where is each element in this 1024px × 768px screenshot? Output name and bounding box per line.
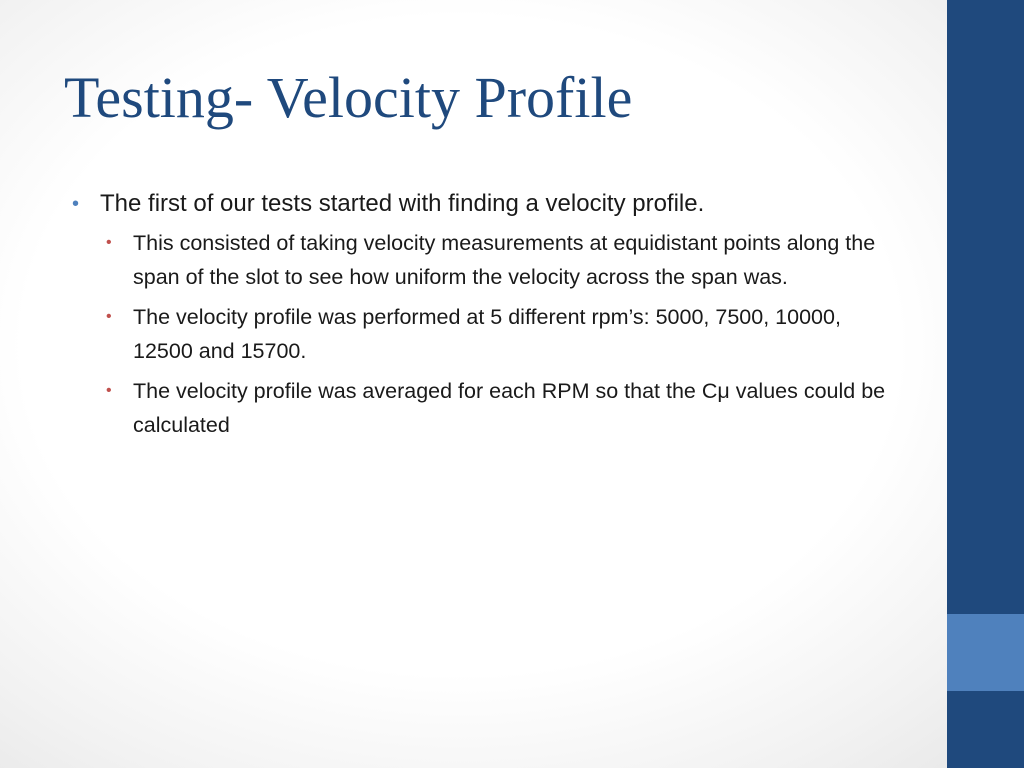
sub-bullet-item — [106, 300, 892, 368]
sub-bullet-marker: • — [106, 234, 112, 251]
sub-bullet-text: The velocity profile was averaged for each RPM so that the Cμ values could be calculated — [133, 379, 886, 437]
sub-bullet-item — [106, 226, 892, 294]
slide-body — [72, 186, 892, 448]
sub-bullet-text: The velocity profile was performed at 5 different rpm’s: 5000, 7500, 10000, 12500 and 15700. — [133, 305, 841, 363]
sub-bullet-marker: • — [106, 382, 112, 399]
bullet-item — [72, 186, 892, 222]
bullet-marker: • — [72, 193, 80, 215]
sidebar-accent-block — [947, 614, 1024, 691]
bullet-text: The first of our tests started with finding a velocity profile. — [100, 190, 705, 217]
sub-bullet-text: This consisted of taking velocity measurements at equidistant points along the span of the slot to see how uniform the velocity across the span was. — [133, 231, 876, 289]
sub-bullet-marker: • — [106, 308, 112, 325]
slide-title: Testing- Velocity Profile — [64, 65, 633, 130]
sub-bullet-list — [72, 226, 892, 442]
sub-bullet-item — [106, 374, 892, 442]
